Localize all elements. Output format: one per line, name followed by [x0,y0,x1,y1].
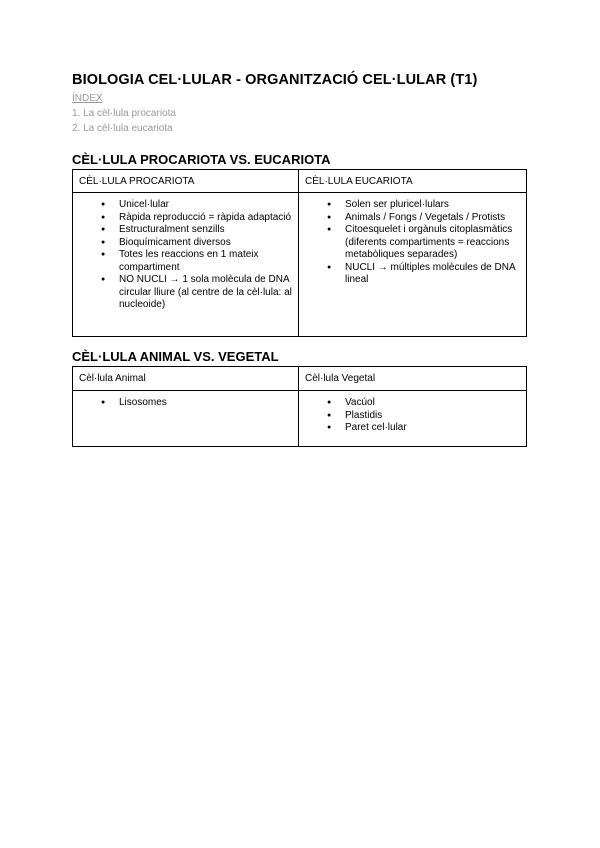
document-title: BIOLOGIA CEL·LULAR - ORGANITZACIÓ CEL·LULAR (T1) [72,72,478,88]
table-header-cell: Cèl·lula Animal [73,367,299,391]
list-item: ● Animals / Fongs / Vegetals / Protists [345,212,520,225]
table-cell [73,391,299,447]
list-item: ● Solen ser pluricel·lulars [345,199,520,212]
list-item: ● Plastidis [345,410,520,423]
table-header-row [73,170,527,193]
section-heading-animal-vegetal: CÈL·LULA ANIMAL VS. VEGETAL [72,349,279,364]
list-item: ● Lisosomes [119,397,292,410]
bullet-list [305,397,520,435]
list-item: ● NUCLI → múltiples molècules de DNA lineal [345,262,520,287]
index-heading[interactable]: ÍNDEX [72,93,103,104]
list-item: ● Totes les reaccions en 1 mateix compartiment [119,249,292,274]
table-header-cell: CÈL·LULA EUCARIOTA [299,170,527,193]
prokaryote-eukaryote-table [72,169,527,337]
list-item: ● Unicel·lular [119,199,292,212]
table-row [73,391,527,447]
bullet-list [305,199,520,287]
table-header-row [73,367,527,391]
table-row [73,193,527,337]
table-header-cell: Cèl·lula Vegetal [299,367,527,391]
list-item: ● NO NUCLI → 1 sola molècula de DNA circular lliure (al centre de la cèl·lula: al nucleoide) [119,274,292,312]
list-item: ● Paret cel·lular [345,422,520,435]
index-item-1[interactable]: 1. La cèl·lula procariota [72,108,176,119]
table-cell [299,193,527,337]
list-item: ● Ràpida reproducció = ràpida adaptació [119,212,292,225]
index-list [72,107,176,136]
list-item: ● Vacúol [345,397,520,410]
bullet-list [79,199,292,312]
animal-vegetal-table [72,366,527,447]
section-heading-prokaryote-eukaryote: CÈL·LULA PROCARIOTA VS. EUCARIOTA [72,152,331,167]
bullet-list [79,397,292,410]
index-item-2[interactable]: 2. La cèl·lula eucariota [72,122,173,134]
table-cell [299,391,527,447]
list-item: ● Citoesquelet i orgànuls citoplasmàtics (diferents compartiments = reaccions metabòliques separades) [345,224,520,262]
table-header-cell: CÈL·LULA PROCARIOTA [73,170,299,193]
list-item: ● Bioquímicament diversos [119,237,292,250]
list-item: ● Estructuralment senzills [119,224,292,237]
table-cell [73,193,299,337]
